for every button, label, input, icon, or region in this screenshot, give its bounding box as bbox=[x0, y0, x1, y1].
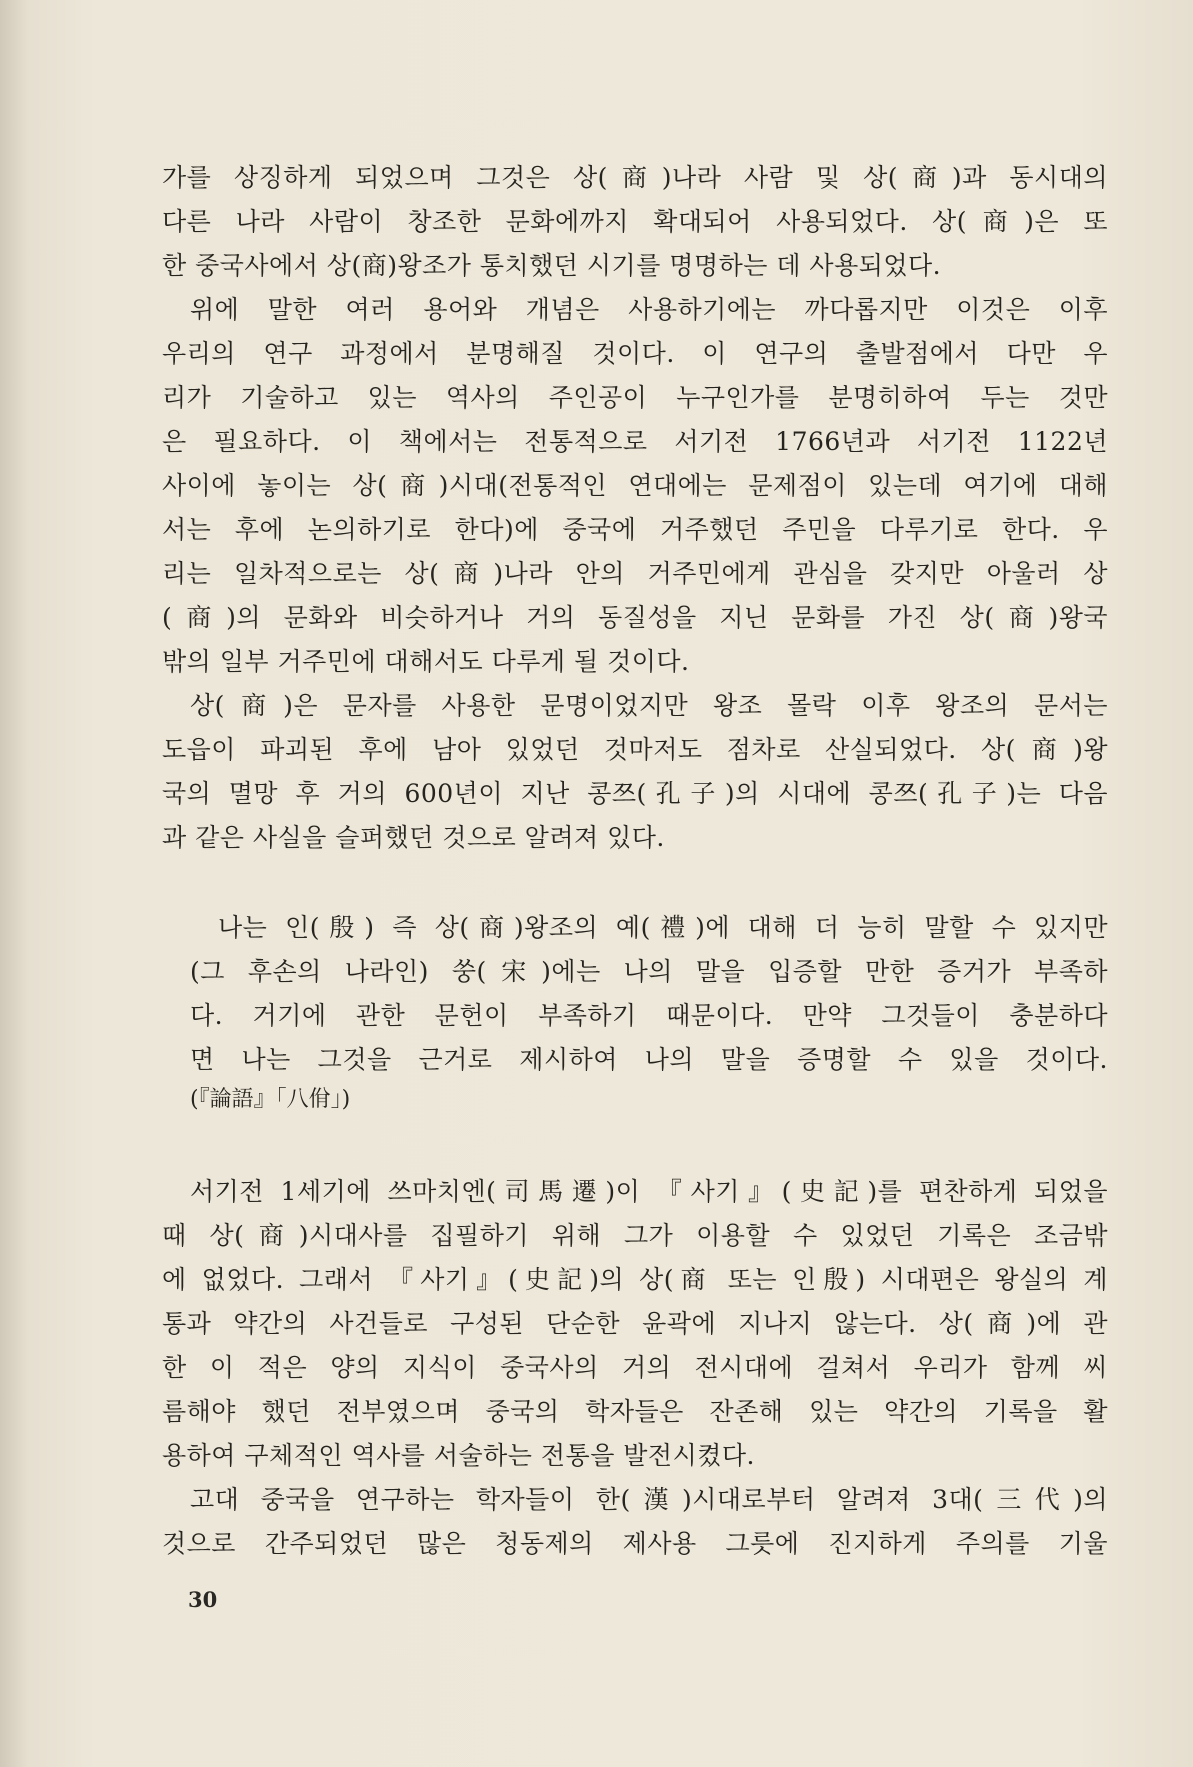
text-line: 서기전 1세기에 쓰마치엔(司馬遷)이 『사기』(史記)를 편찬하게 되었을 bbox=[190, 1177, 1108, 1206]
text-line: 리가 기술하고 있는 역사의 주인공이 누구인가를 분명히하여 두는 것만 bbox=[162, 383, 1108, 412]
text-line: 용하여 구체적인 역사를 서술하는 전통을 발전시켰다. bbox=[162, 1441, 755, 1470]
text-line: 때 상(商)시대사를 집필하기 위해 그가 이용할 수 있었던 기록은 조금밖 bbox=[162, 1221, 1108, 1250]
quote-line: (그 후손의 나라인) 쑹(宋)에는 나의 말을 입증할 만한 증거가 부족하 bbox=[190, 957, 1108, 986]
text-line: 고대 중국을 연구하는 학자들이 한(漢)시대로부터 알려져 3대(三代)의 bbox=[190, 1485, 1108, 1514]
paragraph-block-1 bbox=[162, 156, 1108, 860]
text-line: 국의 멸망 후 거의 600년이 지난 콩쯔(孔子)의 시대에 콩쯔(孔子)는 다음 bbox=[162, 779, 1108, 808]
quote-line: 나는 인(殷) 즉 상(商)왕조의 예(禮)에 대해 더 능히 말할 수 있지만 bbox=[218, 913, 1108, 942]
text-line: 다른 나라 사람이 창조한 문화에까지 확대되어 사용되었다. 상(商)은 또 bbox=[162, 207, 1108, 236]
text-line: 한 중국사에서 상(商)왕조가 통치했던 시기를 명명하는 데 사용되었다. bbox=[162, 251, 942, 280]
text-line: 도읍이 파괴된 후에 남아 있었던 것마저도 점차로 산실되었다. 상(商)왕 bbox=[162, 735, 1108, 764]
text-line: 상(商)은 문자를 사용한 문명이었지만 왕조 몰락 이후 왕조의 문서는 bbox=[190, 691, 1108, 720]
text-line: 름해야 했던 전부였으며 중국의 학자들은 잔존해 있는 약간의 기록을 활 bbox=[162, 1397, 1108, 1426]
text-line: 은 필요하다. 이 책에서는 전통적으로 서기전 1766년과 서기전 1122년 bbox=[162, 427, 1108, 456]
text-line: 사이에 놓이는 상(商)시대(전통적인 연대에는 문제점이 있는데 여기에 대해 bbox=[162, 471, 1108, 500]
paragraph-block-2 bbox=[162, 1170, 1108, 1566]
text-line: 통과 약간의 사건들로 구성된 단순한 윤곽에 지나지 않는다. 상(商)에 관 bbox=[162, 1309, 1108, 1338]
quote-citation: (『論語』「八佾」) bbox=[190, 1087, 351, 1112]
page-number: 30 bbox=[188, 1587, 218, 1612]
text-line: 가를 상징하게 되었으며 그것은 상(商)나라 사람 및 상(商)과 동시대의 bbox=[162, 163, 1108, 192]
block-quote bbox=[190, 906, 1108, 1118]
text-line: (商)의 문화와 비슷하거나 거의 동질성을 지닌 문화를 가진 상(商)왕국 bbox=[162, 603, 1108, 632]
text-line: 에 없었다. 그래서 『사기』(史記)의 상(商 또는 인殷) 시대편은 왕실의 계 bbox=[162, 1265, 1108, 1294]
text-line: 서는 후에 논의하기로 한다)에 중국에 거주했던 주민을 다루기로 한다. 우 bbox=[162, 515, 1108, 544]
text-line: 밖의 일부 거주민에 대해서도 다루게 될 것이다. bbox=[162, 647, 690, 676]
text-line: 것으로 간주되었던 많은 청동제의 제사용 그릇에 진지하게 주의를 기울 bbox=[162, 1529, 1108, 1558]
text-line: 한 이 적은 양의 지식이 중국사의 거의 전시대에 걸쳐서 우리가 함께 씨 bbox=[162, 1353, 1108, 1382]
quote-line: 다. 거기에 관한 문헌이 부족하기 때문이다. 만약 그것들이 충분하다 bbox=[190, 1001, 1108, 1030]
text-line: 과 같은 사실을 슬퍼했던 것으로 알려져 있다. bbox=[162, 823, 665, 852]
text-line: 리는 일차적으로는 상(商)나라 안의 거주민에게 관심을 갖지만 아울러 상 bbox=[162, 559, 1108, 588]
text-line: 우리의 연구 과정에서 분명해질 것이다. 이 연구의 출발점에서 다만 우 bbox=[162, 339, 1108, 368]
text-line: 위에 말한 여러 용어와 개념은 사용하기에는 까다롭지만 이것은 이후 bbox=[190, 295, 1108, 324]
quote-line: 면 나는 그것을 근거로 제시하여 나의 말을 증명할 수 있을 것이다. bbox=[190, 1045, 1108, 1074]
